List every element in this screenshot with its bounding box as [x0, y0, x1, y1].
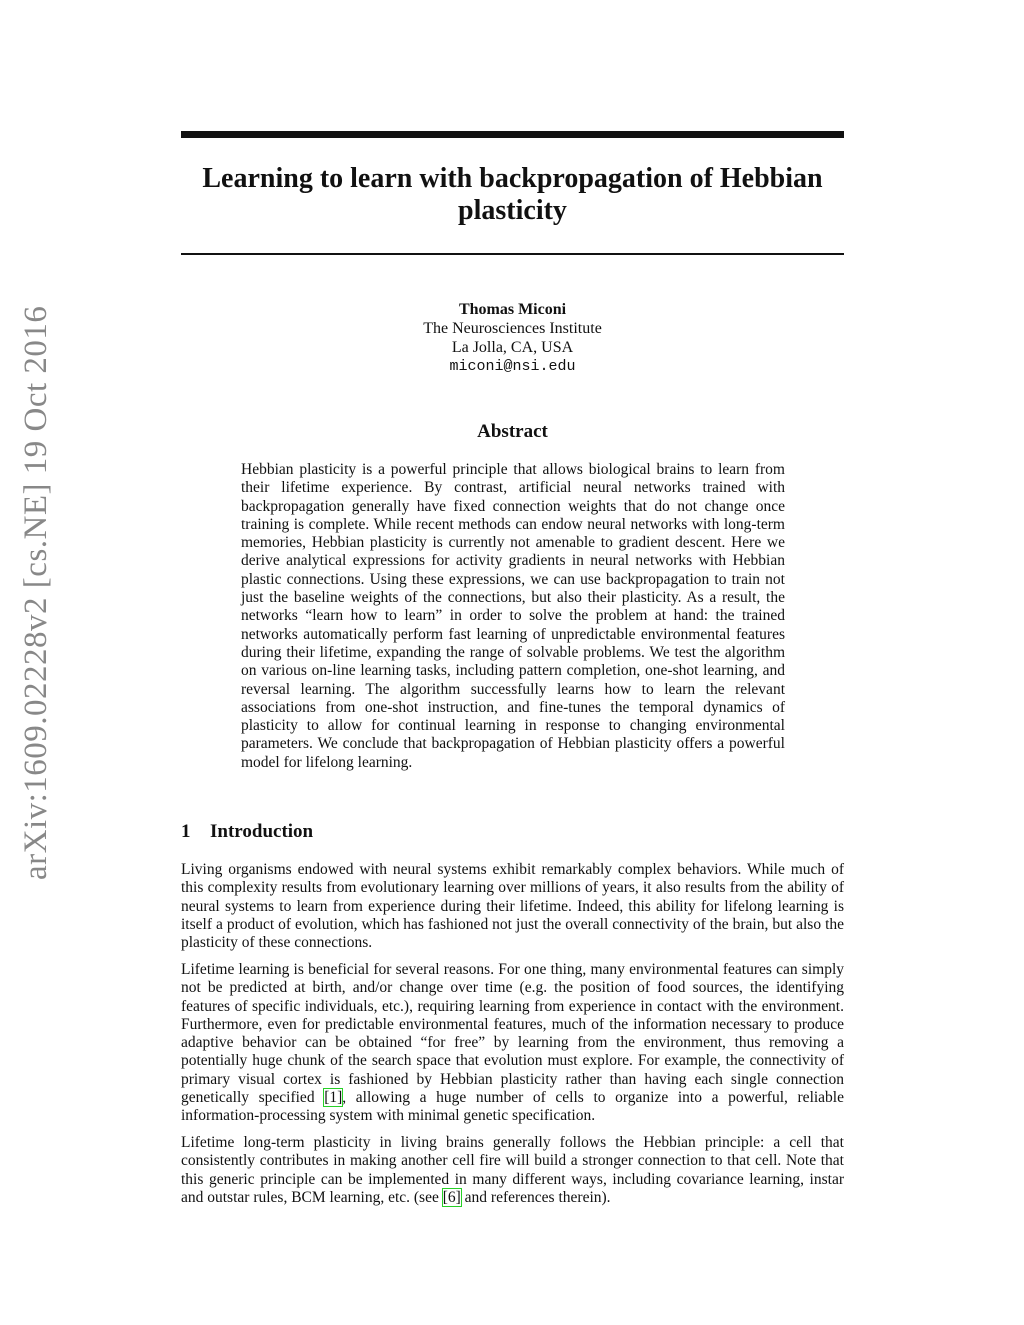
title-top-rule [181, 131, 844, 138]
section-number: 1 [181, 821, 191, 842]
paragraph [181, 961, 844, 1126]
section-title: Introduction [210, 821, 314, 842]
introduction-body [181, 861, 844, 1216]
paragraph: Living organisms endowed with neural systems exhibit remarkably complex behaviors. While much of this complexity results from evolutionary learning over millions of years, it also results from the ability of neural systems to learn from experience during their lifetime. Indeed, this ability for lifelong learning is itself a product of evolution, which has fashioned not just the overall connectivity of the brain, but also the plasticity of these connections. [181, 861, 844, 952]
author-email[interactable]: miconi@nsi.edu [449, 358, 576, 375]
paragraph-text: and references therein). [460, 1189, 611, 1207]
abstract-text: Hebbian plasticity is a powerful principle that allows biological brains to learn from their lifetime experience. By contrast, artificial neural networks trained with backpropagation generally have fixed connection weights that do not change once training is complete. While recent methods can endow neural networks with long-term memories, Hebbian plasticity is currently not amenable to gradient descent. Here we derive analytical expressions for activity gradients in neural networks with Hebbian plastic connections. Using these expressions, we can use backpropagation to train not just the baseline weights of the connections, but also their plasticity. As a result, the networks “learn how to learn” in order to solve the problem at hand: the trained networks automatically perform fast learning of unpredictable environmental features during their lifetime, expanding the range of solvable problems. We test the algorithm on various on-line learning tasks, including pattern completion, one-shot learning, and reversal learning. The algorithm successfully learns how to learn the relevant associations from one-shot instruction, and fine-tunes the temporal dynamics of plasticity to allow for continual learning in response to changing environmental parameters. We conclude that backpropagation of Hebbian plasticity offers a powerful model for lifelong learning. [241, 461, 785, 771]
author-location: La Jolla, CA, USA [451, 339, 574, 356]
citation-link[interactable]: [6] [442, 1189, 461, 1207]
paragraph-text: , allowing a huge number of cells to organize into a powerful, reliable information-processing system with minimal genetic specification. [181, 1089, 844, 1125]
author-affiliation: The Neurosciences Institute [423, 320, 602, 337]
author-block [181, 300, 844, 376]
abstract-heading: Abstract [477, 421, 548, 442]
paragraph-text: Lifetime long-term plasticity in living brains generally follows the Hebbian principle: a cell that consistently contributes in making another cell fire will build a stronger connection to that cell. Note that this generic principle can be implemented in many different ways, including covariance learning, instar and outstar rules, BCM learning, etc. (see [181, 1134, 844, 1207]
citation-link[interactable]: [1] [324, 1089, 343, 1107]
section-heading [181, 821, 844, 843]
arxiv-identifier-stamp: arXiv:1609.02228v2 [cs.NE] 19 Oct 2016 [18, 305, 54, 880]
paragraph [181, 1134, 844, 1207]
paragraph-text: Lifetime learning is beneficial for several reasons. For one thing, many environmental features can simply not be predicted at birth, and/or change over time (e.g. the position of food sources, the identifying features of specific individuals, etc.), requiring learning from experience in contact with the environment. Furthermore, even for predictable environmental features, much of the information necessary to produce adaptive behavior can be obtained “for free” by learning from the environment, thus removing a potentially huge chunk of the search space that evolution must explore. For example, the connectivity of primary visual cortex is fashioned by Hebbian plasticity rather than having each single connection genetically specified [181, 960, 844, 1107]
paper-title: Learning to learn with backpropagation of Hebbian plasticity [202, 163, 823, 226]
title-bottom-rule [181, 253, 844, 255]
author-name: Thomas Miconi [458, 301, 567, 318]
